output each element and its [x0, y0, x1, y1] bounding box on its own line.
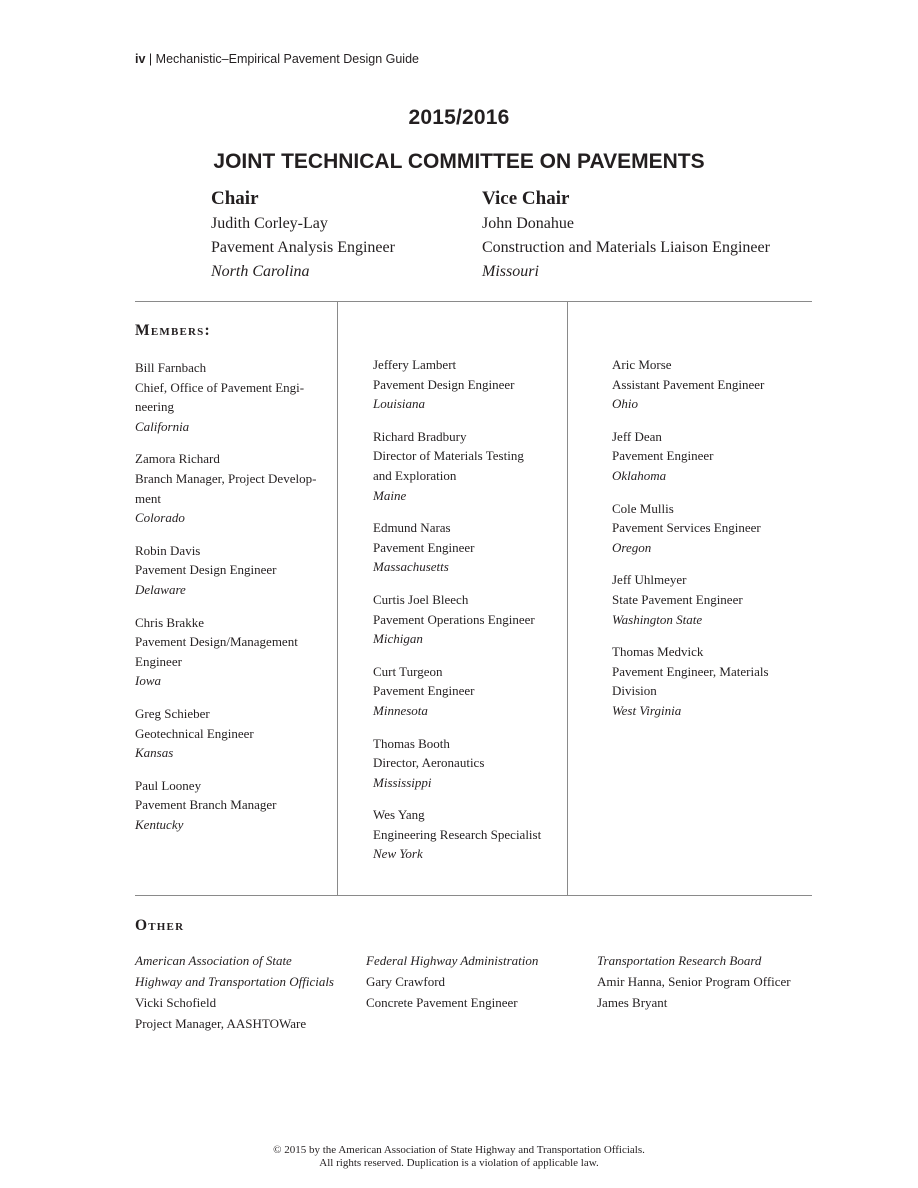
- member-title: Pavement Engineer: [373, 539, 475, 555]
- member-state: Colorado: [135, 510, 185, 526]
- member-title: Branch Manager, Project Develop-: [135, 470, 317, 486]
- member-name: Paul Looney: [135, 777, 202, 793]
- member-state: Delaware: [135, 581, 186, 597]
- member-title: Pavement Operations Engineer: [373, 611, 535, 627]
- member-name: Robin Davis: [135, 542, 201, 558]
- member-title: State Pavement Engineer: [612, 591, 743, 607]
- organization-name: Highway and Transportation Officials: [135, 974, 334, 989]
- member-entry: [373, 590, 563, 649]
- member-entry: [135, 613, 330, 691]
- member-title: Geotechnical Engineer: [135, 725, 254, 741]
- member-name: Thomas Medvick: [612, 644, 704, 660]
- document-title: Mechanistic–Empirical Pavement Design Guide: [155, 52, 419, 66]
- member-title: Pavement Engineer: [612, 448, 714, 464]
- member-name: Cole Mullis: [612, 500, 674, 516]
- member-entry: [612, 355, 802, 414]
- member-state: Ohio: [612, 396, 638, 412]
- member-name: Jeff Uhlmeyer: [612, 572, 687, 588]
- member-state: West Virginia: [612, 702, 682, 718]
- member-title: ment: [135, 490, 161, 506]
- member-entry: [373, 734, 563, 793]
- member-name: Chris Brakke: [135, 614, 204, 630]
- member-name: Richard Bradbury: [373, 428, 467, 444]
- organization-name: Federal Highway Administration: [366, 953, 539, 968]
- member-entry: [612, 642, 802, 720]
- vice-chair-title: Construction and Materials Liaison Engineer: [482, 239, 770, 256]
- member-state: Michigan: [373, 631, 423, 647]
- members-top-divider: [135, 301, 812, 302]
- member-state: Louisiana: [373, 396, 426, 412]
- members-bottom-divider: [135, 895, 812, 896]
- other-member-line: Project Manager, AASHTOWare: [135, 1016, 307, 1031]
- other-heading: Other: [135, 917, 185, 934]
- vice-chair-block: [482, 186, 770, 284]
- member-name: Zamora Richard: [135, 451, 220, 467]
- member-name: Thomas Booth: [373, 735, 450, 751]
- other-member-line: Vicki Schofield: [135, 995, 217, 1010]
- vice-chair-name: John Donahue: [482, 215, 574, 232]
- chair-role: Chair: [211, 188, 259, 209]
- members-column-1: [135, 358, 330, 847]
- organization-name: American Association of State: [135, 953, 292, 968]
- member-state: Washington State: [612, 611, 703, 627]
- members-heading: Members:: [135, 322, 211, 339]
- other-member-line: Gary Crawford: [366, 974, 446, 989]
- member-state: Minnesota: [373, 702, 428, 718]
- member-name: Aric Morse: [612, 357, 672, 372]
- member-entry: [373, 355, 563, 414]
- member-state: Oregon: [612, 539, 652, 555]
- column-divider-2: [567, 301, 568, 895]
- member-entry: [373, 805, 563, 864]
- copyright-line-2: All rights reserved. Duplication is a violation of applicable law.: [319, 1157, 599, 1169]
- member-title: Division: [612, 683, 657, 699]
- copyright-notice: [0, 1144, 918, 1170]
- member-title: Pavement Design Engineer: [373, 376, 515, 392]
- member-entry: [135, 358, 330, 436]
- header-separator: |: [148, 52, 153, 66]
- member-state: Iowa: [135, 673, 161, 689]
- member-title: Pavement Design Engineer: [135, 562, 277, 578]
- member-state: California: [135, 418, 190, 434]
- member-entry: [135, 776, 330, 835]
- member-entry: [373, 518, 563, 577]
- member-name: Jeffery Lambert: [373, 357, 457, 372]
- page-number: iv: [135, 52, 146, 66]
- other-trb: [597, 950, 791, 1013]
- member-entry: [135, 449, 330, 527]
- member-name: Curt Turgeon: [373, 663, 443, 679]
- member-entry: [373, 662, 563, 721]
- member-title: Engineering Research Specialist: [373, 826, 542, 842]
- chair-block: [211, 186, 395, 284]
- member-entry: [612, 427, 802, 486]
- copyright-line-1: © 2015 by the American Association of State Highway and Transportation Officials.: [273, 1144, 645, 1156]
- members-column-3: [612, 355, 802, 734]
- member-entry: [373, 427, 563, 505]
- member-name: Bill Farnbach: [135, 360, 207, 375]
- other-fhwa: [366, 950, 538, 1013]
- member-title: Pavement Design/Management: [135, 634, 298, 650]
- committee-year: 2015/2016: [408, 106, 510, 129]
- member-name: Wes Yang: [373, 807, 425, 823]
- member-title: Director, Aeronautics: [373, 755, 485, 771]
- member-state: Mississippi: [373, 774, 432, 790]
- chair-name: Judith Corley-Lay: [211, 215, 328, 232]
- organization-name: Transportation Research Board: [597, 953, 762, 968]
- member-title: Pavement Services Engineer: [612, 520, 761, 536]
- member-title: Engineer: [135, 653, 182, 669]
- member-title: Pavement Engineer, Materials: [612, 663, 769, 679]
- member-name: Curtis Joel Bleech: [373, 591, 469, 607]
- member-state: New York: [373, 846, 423, 862]
- chair-state: North Carolina: [211, 263, 310, 280]
- committee-title: JOINT TECHNICAL COMMITTEE ON PAVEMENTS: [213, 150, 705, 173]
- running-header: [135, 52, 419, 66]
- other-member-line: James Bryant: [597, 995, 668, 1010]
- member-title: Chief, Office of Pavement Engi-: [135, 379, 305, 395]
- member-title: Director of Materials Testing: [373, 448, 524, 464]
- member-state: Kansas: [135, 745, 174, 761]
- member-entry: [612, 570, 802, 629]
- member-title: Pavement Branch Manager: [135, 797, 277, 813]
- vice-chair-role: Vice Chair: [482, 188, 570, 209]
- member-title: Assistant Pavement Engineer: [612, 376, 765, 392]
- other-member-line: Amir Hanna, Senior Program Officer: [597, 974, 791, 989]
- member-title: neering: [135, 399, 174, 415]
- member-state: Maine: [373, 487, 407, 503]
- member-name: Greg Schieber: [135, 705, 210, 721]
- column-divider-1: [337, 301, 338, 895]
- other-member-line: Concrete Pavement Engineer: [366, 995, 518, 1010]
- member-entry: [135, 541, 330, 600]
- members-column-2: [373, 355, 563, 877]
- member-state: Oklahoma: [612, 467, 667, 483]
- member-state: Kentucky: [135, 816, 184, 832]
- member-name: Edmund Naras: [373, 520, 451, 536]
- member-title: and Exploration: [373, 467, 457, 483]
- member-name: Jeff Dean: [612, 428, 662, 444]
- vice-chair-state: Missouri: [482, 263, 539, 280]
- chair-title: Pavement Analysis Engineer: [211, 239, 395, 256]
- other-aashto: [135, 950, 334, 1034]
- member-state: Massachusetts: [373, 559, 449, 575]
- member-entry: [612, 499, 802, 558]
- member-entry: [135, 704, 330, 763]
- member-title: Pavement Engineer: [373, 683, 475, 699]
